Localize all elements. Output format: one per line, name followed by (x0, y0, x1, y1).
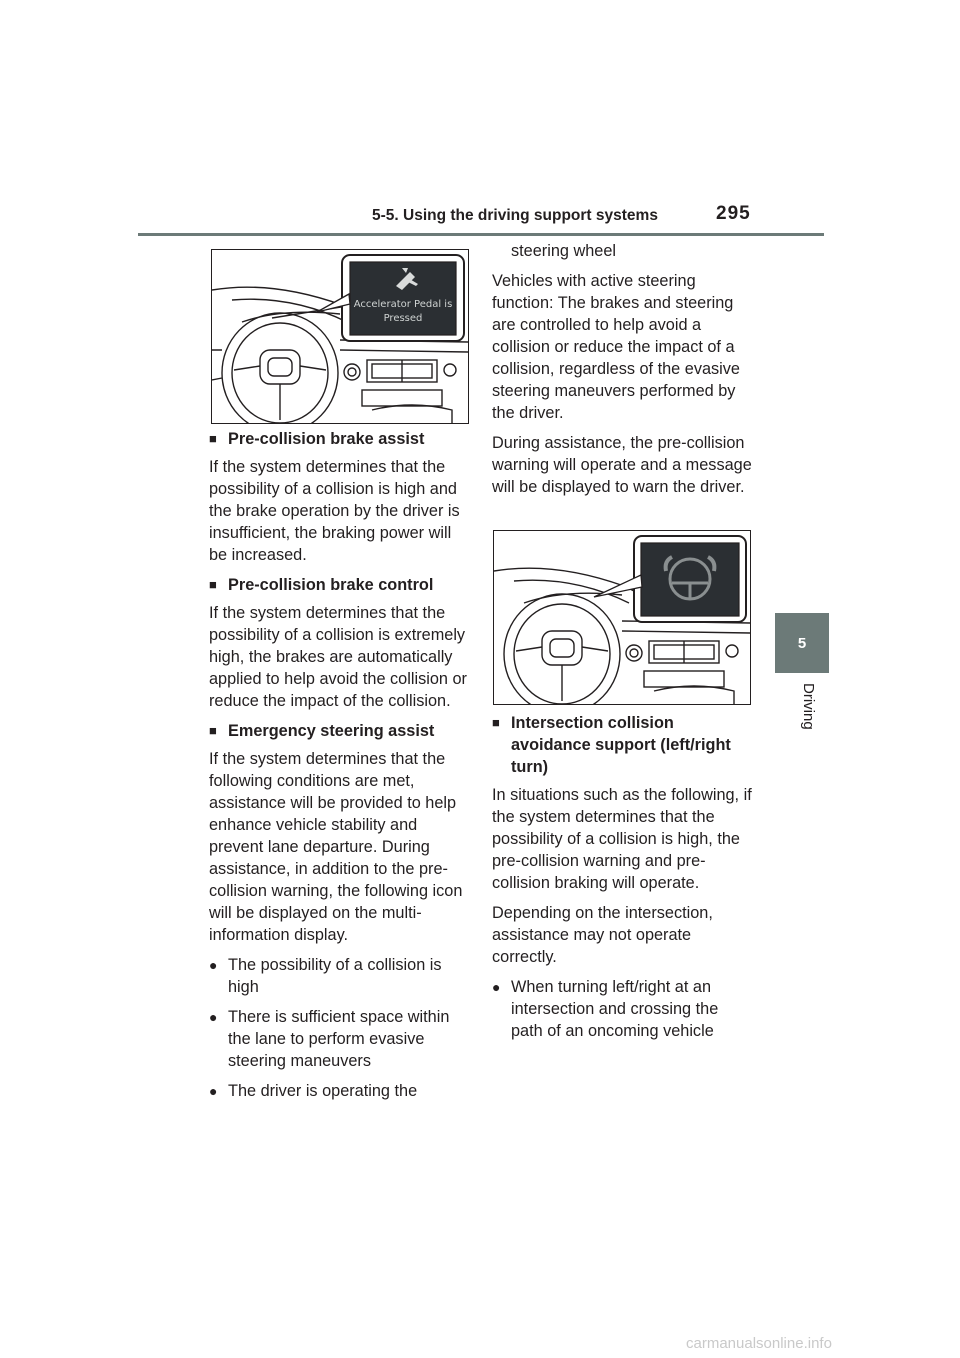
square-bullet-icon: ■ (492, 715, 500, 730)
bullet-dot-icon: ● (492, 979, 501, 995)
paragraph: During assistance, the pre-collision warning will operate and a message will be displayed to warn the driver. (492, 434, 752, 496)
list-item: ● There is sufficient space within the lane to perform evasive steering maneuvers (209, 1008, 450, 1070)
paragraph: Vehicles with active steering function: The brakes and steering are controlled to help avoid a collision or reduce the impact of a collision, regardless of the evasive steering maneuvers performed by the driver. (492, 272, 740, 422)
paragraph: If the system determines that the possibility of a collision is extremely high, the brakes are automatically applied to help avoid the collision or reduce the impact of the collision. (209, 604, 467, 710)
section-heading: ■ Intersection collision avoidance support (left/right turn) (492, 714, 731, 776)
dashboard-drawing-1 (212, 250, 468, 423)
bullet-dot-icon: ● (209, 1009, 218, 1025)
square-bullet-icon: ■ (209, 431, 217, 446)
section-heading: ■ Emergency steering assist (209, 722, 435, 740)
square-bullet-icon: ■ (209, 577, 217, 592)
display-text-line2: Pressed (383, 313, 423, 324)
dashboard-illustration-accelerator (211, 249, 469, 424)
chapter-label: Driving (800, 683, 817, 730)
square-bullet-icon: ■ (209, 723, 217, 738)
right-column (492, 240, 754, 1050)
list-item-continuation: steering wheel (511, 242, 616, 260)
header-rule (138, 233, 824, 236)
chapter-number: 5 (797, 634, 807, 652)
bullet-dot-icon: ● (209, 957, 218, 973)
display-text-line1: Accelerator Pedal is (353, 299, 453, 310)
section-title: 5-5. Using the driving support systems (372, 207, 658, 224)
chapter-tab[interactable] (775, 613, 829, 673)
page-number: 295 (716, 203, 751, 224)
paragraph: Depending on the intersection, assistance may not operate correctly. (492, 904, 713, 966)
list-item: ● The possibility of a collision is high (209, 956, 442, 996)
figure-spacer (492, 506, 754, 712)
bullet-dot-icon: ● (209, 1083, 218, 1099)
paragraph: If the system determines that the following conditions are met, assistance will be provided to help enhance vehicle stability and prevent lane departure. During assistance, in addition to the pre-collision warning, the following icon will be displayed on the multi-information display. (209, 750, 463, 944)
left-column (209, 428, 471, 1110)
list-item: ● The driver is operating the (209, 1082, 418, 1100)
list-item: ● When turning left/right at an intersection and crossing the path of an oncoming vehicle (492, 978, 719, 1040)
section-heading: ■ Pre-collision brake assist (209, 430, 425, 448)
watermark: carmanualsonline.info (686, 1335, 832, 1352)
paragraph: If the system determines that the possibility of a collision is high and the brake operation by the driver is insufficient, the braking power will be increased. (209, 458, 460, 564)
paragraph: In situations such as the following, if the system determines that the possibility of a collision is high, the pre-collision warning and pre-collision braking will operate. (492, 786, 752, 892)
section-heading: ■ Pre-collision brake control (209, 576, 434, 594)
